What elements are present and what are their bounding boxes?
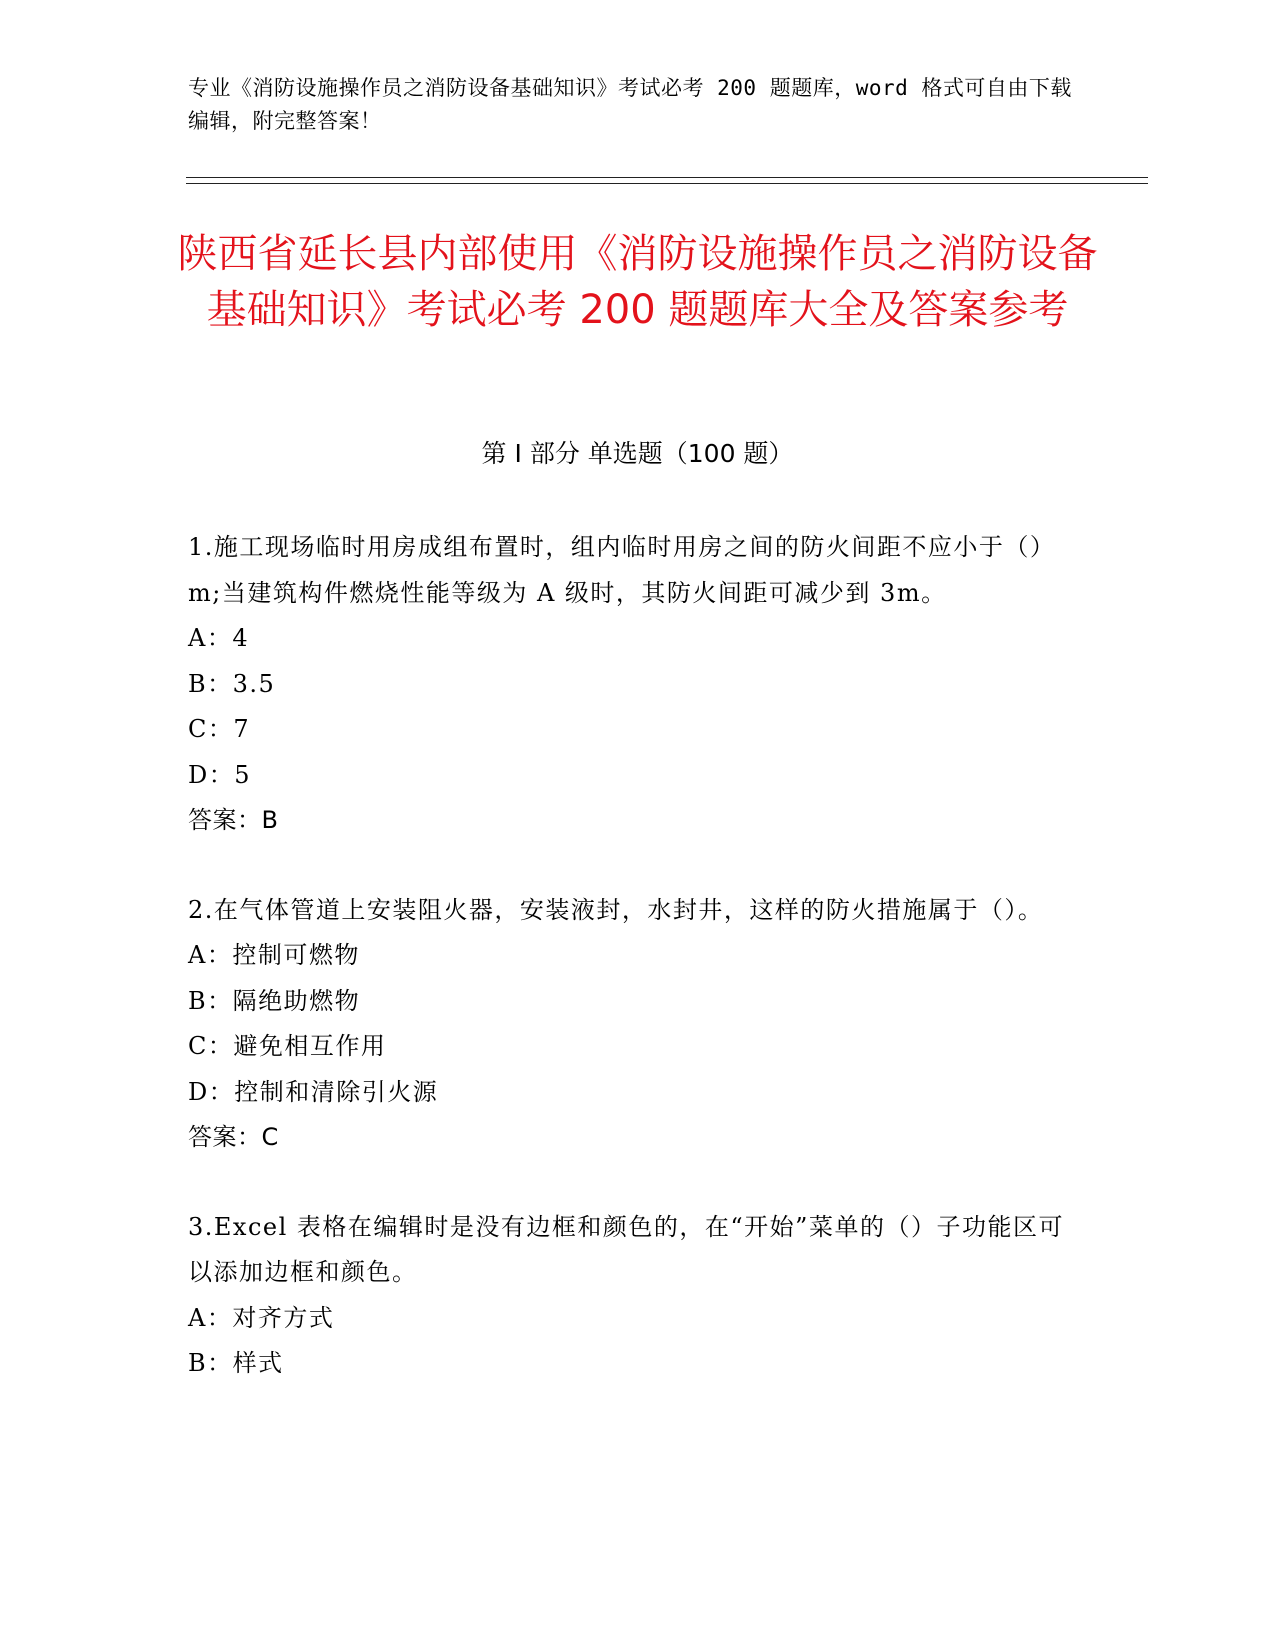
question-item [188, 525, 1088, 844]
section-heading: 第 I 部分 单选题（100 题） [481, 439, 794, 468]
question-option: D：5 [188, 760, 252, 789]
question-option: C：7 [188, 715, 251, 743]
question-stem: 2.在气体管道上安装阻火器，安装液封，水封井，这样的防火措施属于（）。 [188, 895, 1044, 924]
question-answer: 答案：C [188, 1123, 279, 1151]
question-option: C：避免相互作用 [188, 1032, 387, 1060]
header-divider-top [186, 177, 1148, 178]
question-item [188, 888, 1088, 1161]
question-option: B：样式 [188, 1349, 284, 1377]
question-option: B：3.5 [188, 669, 276, 698]
question-option: A：对齐方式 [188, 1303, 335, 1332]
document-title: 陕西省延长县内部使用《消防设施操作员之消防设备基础知识》考试必考 200 题题库大全及答案参考 [177, 231, 1098, 333]
question-option: B：隔绝助燃物 [188, 986, 361, 1015]
intro-text: 专业《消防设施操作员之消防设备基础知识》考试必考 200 题题库，word 格式可自由下载编辑，附完整答案！ [188, 76, 1072, 133]
question-option: A：控制可燃物 [188, 941, 360, 969]
question-stem: 3.Excel 表格在编辑时是没有边框和颜色的，在“开始”菜单的（）子功能区可以添加边框和颜色。 [188, 1212, 1064, 1286]
question-item [188, 1205, 1088, 1387]
question-list [188, 525, 1088, 1387]
header-divider-bottom [186, 183, 1148, 184]
question-answer: 答案：B [188, 806, 279, 834]
question-option: A：4 [188, 624, 250, 652]
question-stem: 1.施工现场临时用房成组布置时，组内临时用房之间的防火间距不应小于（）m;当建筑构件燃烧性能等级为 A 级时，其防火间距可减少到 3m。 [188, 533, 1056, 607]
question-option: D：控制和清除引火源 [188, 1077, 439, 1106]
